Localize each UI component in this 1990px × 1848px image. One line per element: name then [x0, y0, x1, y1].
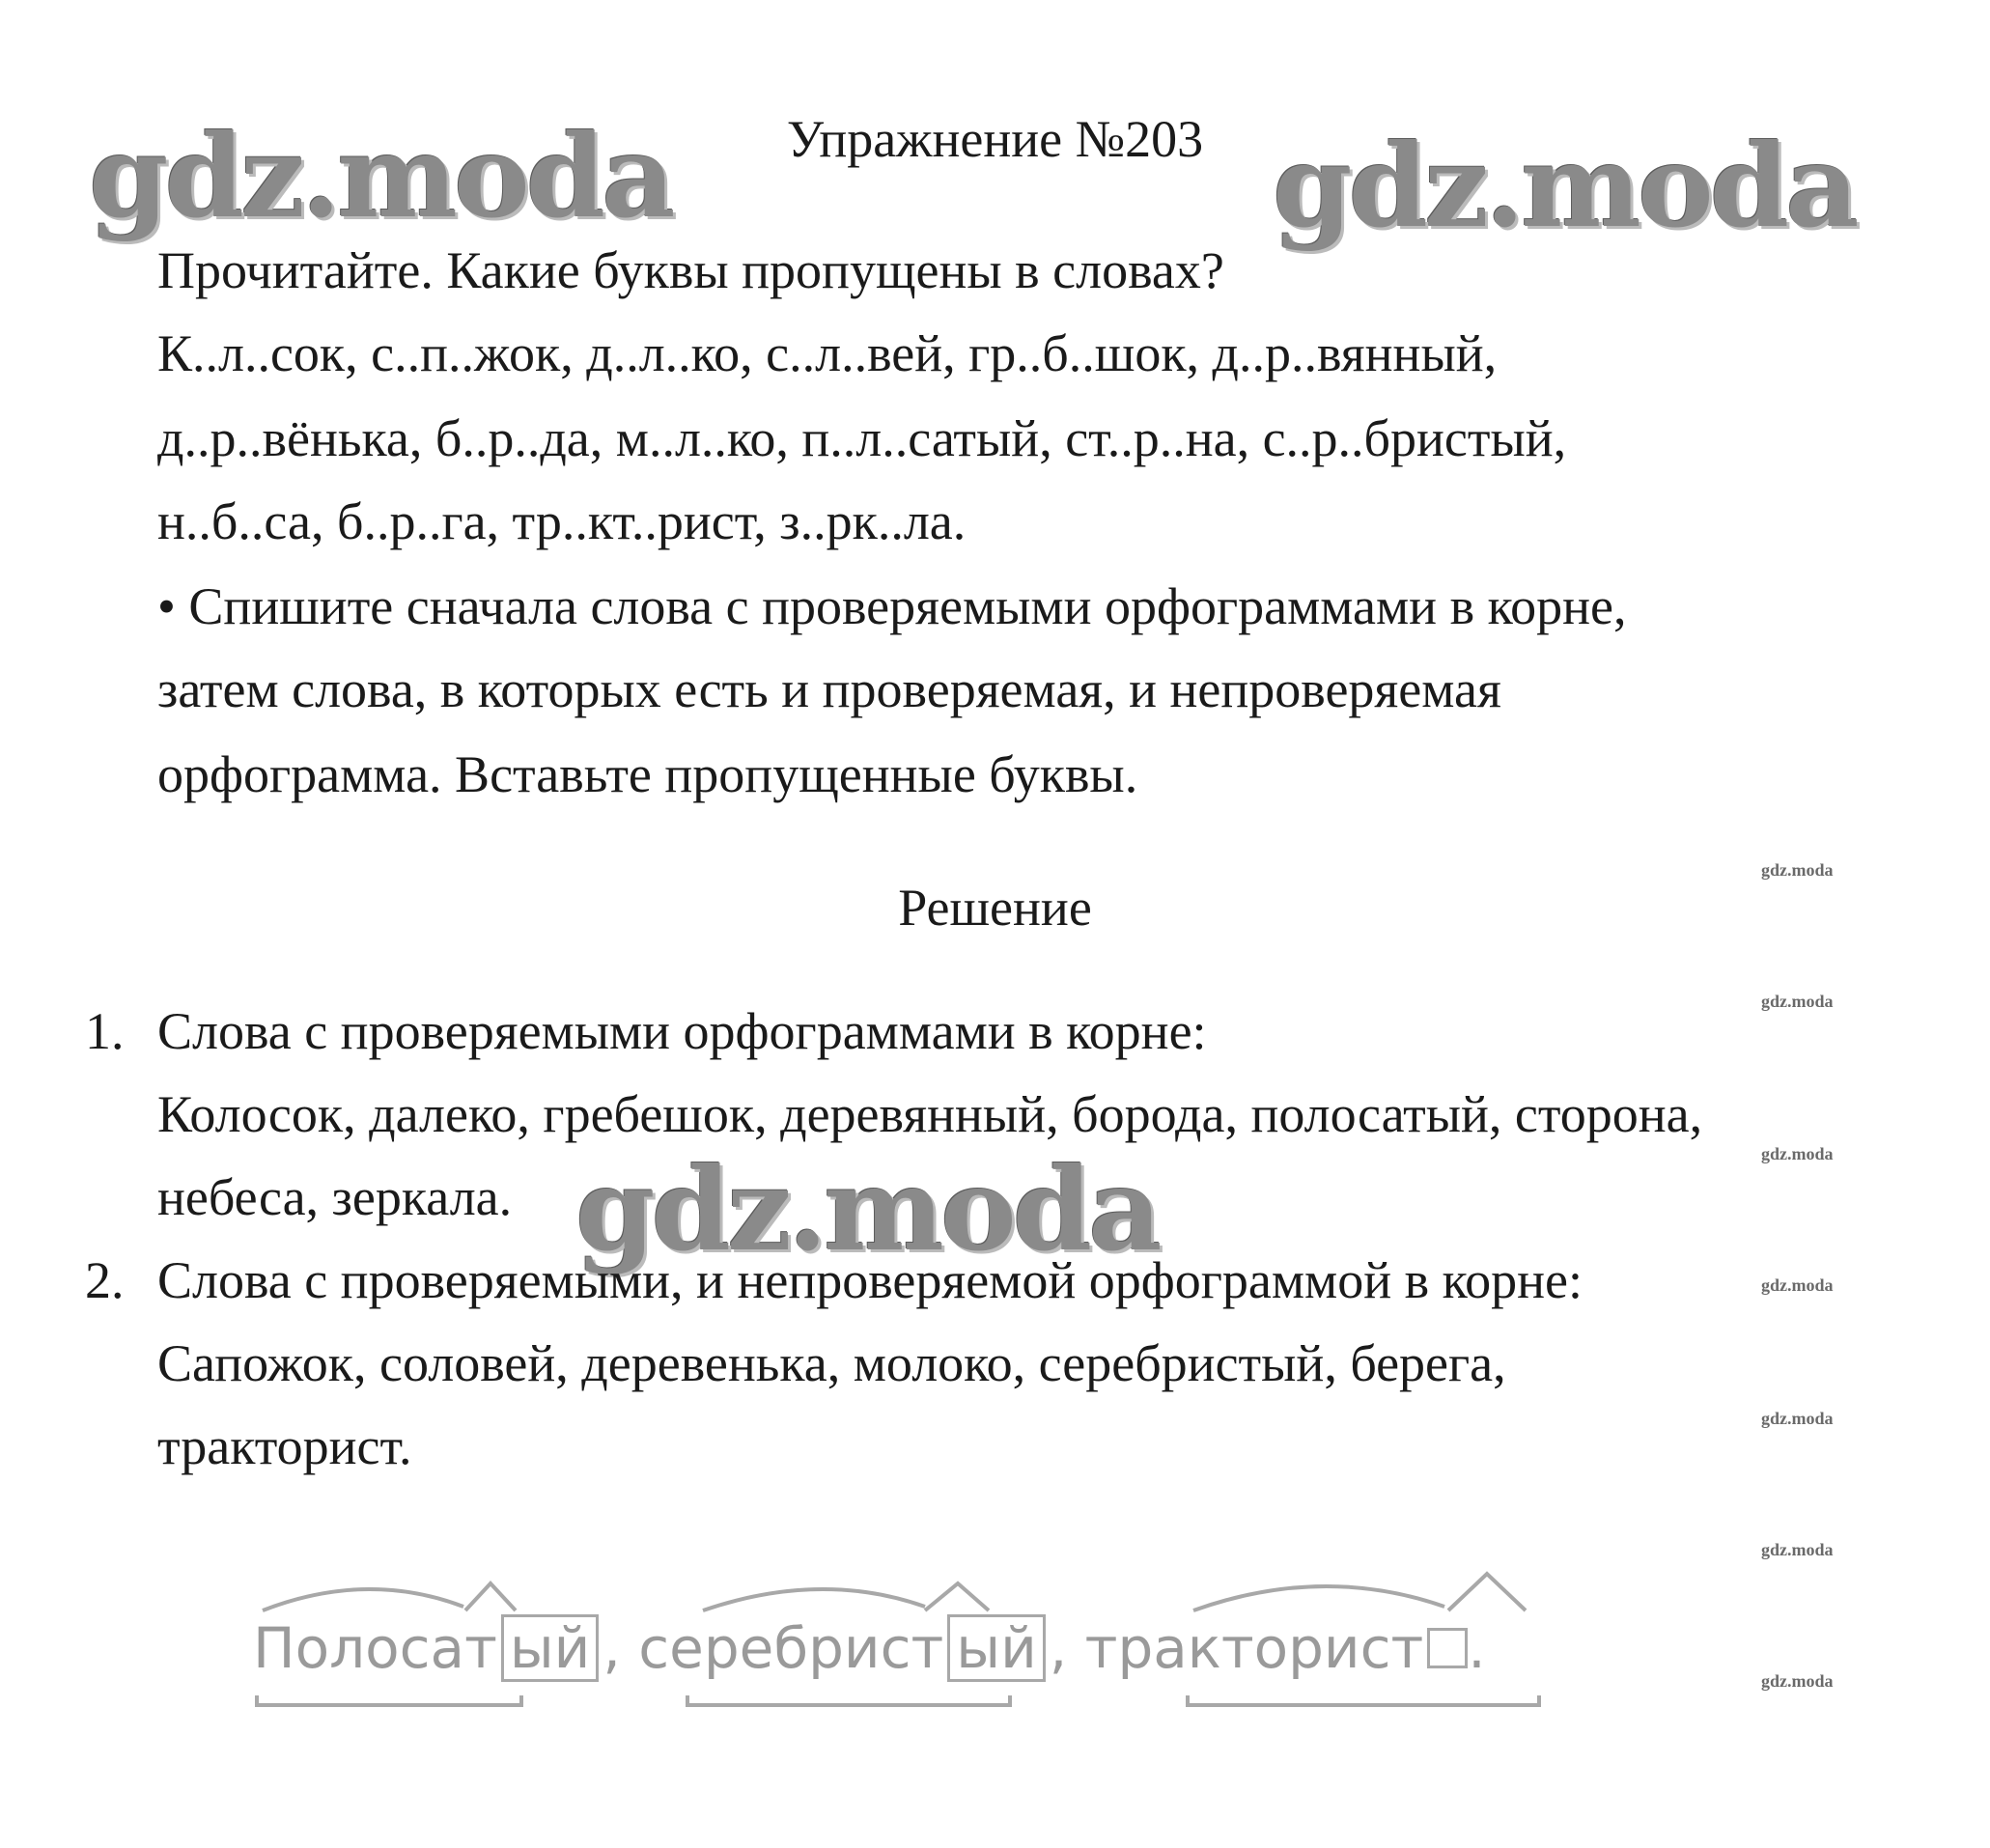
stem-underline-3: [1188, 1695, 1539, 1705]
root-arc-3: [1193, 1586, 1444, 1610]
root-arc-1: [263, 1589, 463, 1610]
morph-word-2-ending: ый: [947, 1614, 1046, 1682]
morph-comma: ,: [603, 1614, 621, 1681]
morph-word-1-stem: Полосат: [253, 1614, 497, 1681]
solution-item-1-words-line-2: небеса, зеркала.: [157, 1168, 513, 1226]
task-words-line-1: К..л..сок, с..п..жок, д..л..ко, с..л..вей, гр..б..шок, д..р..вянный,: [157, 324, 1498, 382]
task-question: Прочитайте. Какие буквы пропущены в словах?: [157, 241, 1224, 299]
watermark-small: gdz.moda: [1761, 1671, 1834, 1691]
solution-heading: Решение: [898, 879, 1092, 937]
exercise-title: Упражнение №203: [786, 110, 1204, 168]
watermark-small: gdz.moda: [1761, 992, 1834, 1011]
task-words-line-2: д..р..вёнька, б..р..да, м..л..ко, п..л..сатый, ст..р..на, с..р..бристый,: [157, 409, 1567, 467]
morph-period: .: [1468, 1614, 1486, 1681]
morph-word-3-stem: тракторист: [1084, 1614, 1424, 1681]
stem-underline-2: [687, 1695, 1010, 1705]
morph-comma: ,: [1049, 1614, 1068, 1681]
solution-item-2-number: 2.: [85, 1251, 125, 1309]
suffix-roof-1: [465, 1583, 516, 1610]
watermark-small: gdz.moda: [1761, 1144, 1834, 1163]
task-instruction-line-3: орфограмма. Вставьте пропущенные буквы.: [157, 745, 1138, 803]
stem-underline-1: [257, 1695, 521, 1705]
watermark-logo-left: gdz.moda: [89, 109, 672, 243]
watermark-logo-right: gdz.moda: [1273, 119, 1856, 253]
task-words-line-3: н..б..са, б..р..га, тр..кт..рист, з..рк..ла.: [157, 492, 967, 550]
morpheme-analysis: [253, 1610, 1486, 1682]
suffix-roof-3: [1448, 1574, 1526, 1610]
suffix-roof-2: [925, 1583, 989, 1610]
morph-word-1-ending: ый: [501, 1614, 600, 1682]
root-arc-2: [703, 1589, 925, 1610]
task-instruction-line-2: затем слова, в которых есть и проверяемая, и непроверяемая: [157, 660, 1501, 718]
watermark-small: gdz.moda: [1761, 1540, 1834, 1559]
solution-item-1-number: 1.: [85, 1002, 125, 1060]
watermark-logo-center: gdz.moda: [575, 1142, 1159, 1276]
task-instruction-line-1: • Спишите сначала слова с проверяемыми орфограммами в корне,: [157, 577, 1627, 635]
solution-item-2-words-line-2: тракторист.: [157, 1417, 412, 1475]
watermark-small: gdz.moda: [1761, 1409, 1834, 1428]
watermark-small: gdz.moda: [1761, 1275, 1834, 1295]
solution-item-1-words-line-1: Колосок, далеко, гребешок, деревянный, борода, полосатый, сторона,: [157, 1085, 1703, 1143]
solution-item-1-label: Слова с проверяемыми орфограммами в корне:: [157, 1002, 1207, 1060]
solution-item-2-label: Слова с проверяемыми, и непроверяемой орфограммой в корне:: [157, 1251, 1583, 1309]
solution-item-2-words-line-1: Сапожок, соловей, деревенька, молоко, серебристый, берега,: [157, 1334, 1506, 1392]
zero-ending-box: [1427, 1628, 1468, 1668]
watermark-small: gdz.moda: [1761, 860, 1834, 880]
morph-word-2-stem: серебрист: [638, 1614, 944, 1681]
